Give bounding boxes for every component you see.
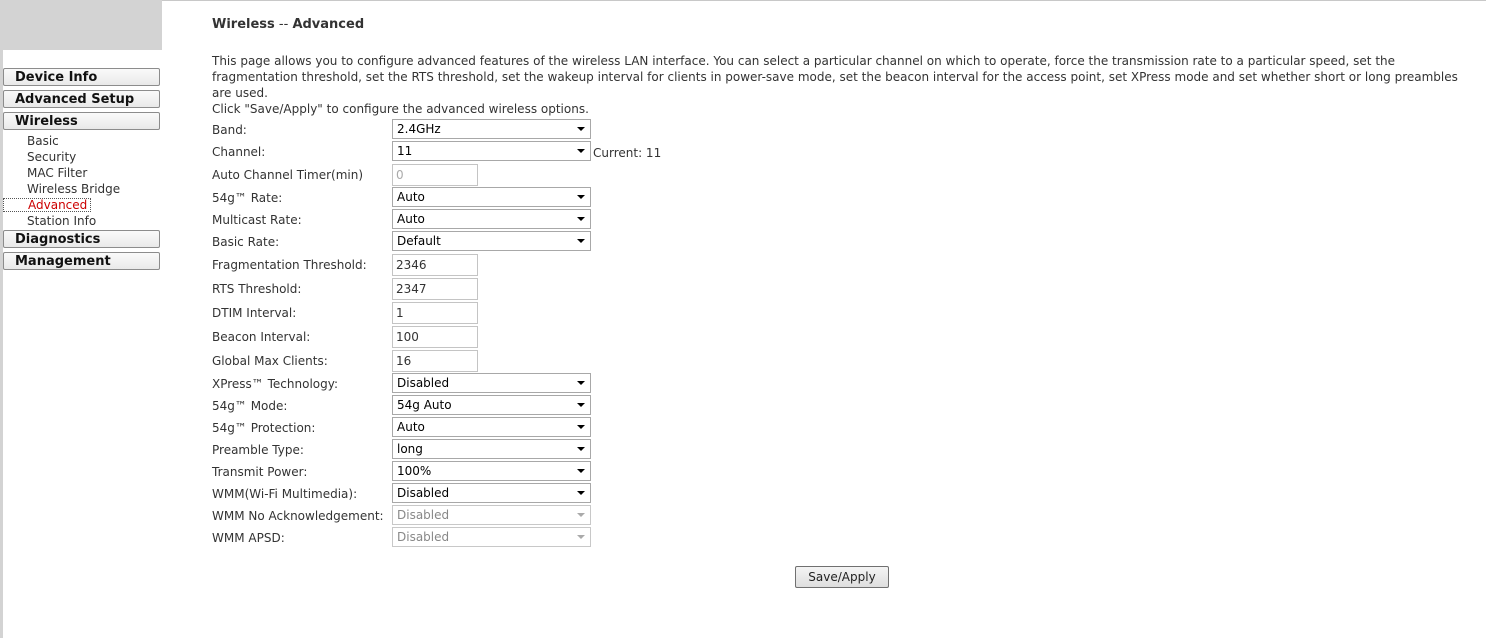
dropdown-arrow-icon — [577, 403, 585, 407]
transmit-power-label: Transmit Power: — [212, 465, 308, 479]
nav-wireless-bridge[interactable]: Wireless Bridge — [27, 182, 121, 196]
global-max-clients-label: Global Max Clients: — [212, 354, 328, 368]
dropdown-arrow-icon — [577, 217, 585, 221]
preamble-select[interactable] — [392, 439, 591, 459]
rts-threshold-input[interactable] — [392, 278, 478, 300]
mode-54g-label: 54g™ Mode: — [212, 399, 288, 413]
channel-current: Current: 11 — [593, 146, 662, 160]
page-title-main: Wireless — [212, 17, 275, 32]
dropdown-arrow-icon — [577, 381, 585, 385]
page-title-separator: -- — [274, 17, 293, 32]
protection-54g-value: Auto — [397, 420, 425, 434]
nav-diagnostics[interactable]: Diagnostics — [3, 230, 160, 248]
basic-rate-value: Default — [397, 234, 441, 248]
save-apply-button[interactable]: Save/Apply — [795, 566, 889, 588]
transmit-power-select[interactable] — [392, 461, 591, 481]
wmm-noack-value: Disabled — [397, 508, 450, 522]
dropdown-arrow-icon — [577, 535, 585, 539]
nav-advanced-setup[interactable]: Advanced Setup — [3, 90, 160, 108]
channel-label: Channel: — [212, 145, 266, 159]
dropdown-arrow-icon — [577, 469, 585, 473]
wmm-apsd-value: Disabled — [397, 530, 450, 544]
page-title — [212, 17, 364, 32]
rate-54g-value: Auto — [397, 190, 425, 204]
protection-54g-select[interactable] — [392, 417, 591, 437]
mode-54g-value: 54g Auto — [397, 398, 452, 412]
wmm-label: WMM(Wi-Fi Multimedia): — [212, 487, 358, 501]
preamble-label: Preamble Type: — [212, 443, 304, 457]
dropdown-arrow-icon — [577, 149, 585, 153]
nav-wireless-security[interactable]: Security — [27, 150, 77, 164]
sidebar-logo-area — [0, 0, 162, 50]
wmm-apsd-select — [392, 527, 591, 547]
transmit-power-value: 100% — [397, 464, 432, 478]
beacon-interval-input[interactable] — [392, 326, 478, 348]
band-value: 2.4GHz — [397, 122, 441, 136]
dropdown-arrow-icon — [577, 447, 585, 451]
dtim-interval-input[interactable] — [392, 302, 478, 324]
nav-wireless-station-info[interactable]: Station Info — [27, 214, 97, 228]
mode-54g-select[interactable] — [392, 395, 591, 415]
page-description — [212, 53, 1462, 117]
rate-54g-select[interactable] — [392, 187, 591, 207]
dropdown-arrow-icon — [577, 195, 585, 199]
description-text: This page allows you to configure advanced features of the wireless LAN interface. You can select a particular channel on which to operate, force the transmission rate to a particular speed, set the fragmentation threshold, set the RTS threshold, set the wakeup interval for clients in power-save mode, set the beacon interval for the access point, set XPress mode and set whether short or long preambles are used. — [212, 54, 1458, 100]
nav-wireless-mac-filter[interactable]: MAC Filter — [27, 166, 88, 180]
wmm-value: Disabled — [397, 486, 450, 500]
multicast-rate-value: Auto — [397, 212, 425, 226]
dropdown-arrow-icon — [577, 513, 585, 517]
xpress-value: Disabled — [397, 376, 450, 390]
rts-threshold-label: RTS Threshold: — [212, 282, 302, 296]
wmm-apsd-label: WMM APSD: — [212, 531, 285, 545]
top-border — [162, 0, 1486, 1]
rate-54g-label: 54g™ Rate: — [212, 191, 283, 205]
auto-channel-timer-label: Auto Channel Timer(min) — [212, 168, 364, 182]
frag-threshold-label: Fragmentation Threshold: — [212, 258, 367, 272]
nav-wireless-advanced[interactable]: Advanced — [3, 198, 91, 212]
channel-value: 11 — [397, 144, 413, 158]
description-instruction: Click "Save/Apply" to configure the advanced wireless options. — [212, 102, 589, 116]
wmm-noack-label: WMM No Acknowledgement: — [212, 509, 384, 523]
protection-54g-label: 54g™ Protection: — [212, 421, 316, 435]
global-max-clients-input[interactable] — [392, 350, 478, 372]
xpress-select[interactable] — [392, 373, 591, 393]
frag-threshold-input[interactable] — [392, 254, 478, 276]
channel-select[interactable] — [392, 141, 591, 161]
dropdown-arrow-icon — [577, 127, 585, 131]
band-select[interactable] — [392, 119, 591, 139]
nav-device-info[interactable]: Device Info — [3, 68, 160, 86]
nav-management[interactable]: Management — [3, 252, 160, 270]
basic-rate-label: Basic Rate: — [212, 235, 280, 249]
wmm-select[interactable] — [392, 483, 591, 503]
nav-wireless-basic[interactable]: Basic — [27, 134, 59, 148]
sidebar-menu-area — [0, 50, 162, 638]
xpress-label: XPress™ Technology: — [212, 377, 339, 391]
preamble-value: long — [397, 442, 423, 456]
dropdown-arrow-icon — [577, 239, 585, 243]
dropdown-arrow-icon — [577, 425, 585, 429]
dropdown-arrow-icon — [577, 491, 585, 495]
nav-wireless[interactable]: Wireless — [3, 112, 160, 130]
band-label: Band: — [212, 123, 247, 137]
multicast-rate-label: Multicast Rate: — [212, 213, 302, 227]
wmm-noack-select — [392, 505, 591, 525]
beacon-interval-label: Beacon Interval: — [212, 330, 311, 344]
page-title-sub: Advanced — [292, 17, 365, 32]
auto-channel-timer-input — [392, 164, 478, 186]
basic-rate-select[interactable] — [392, 231, 591, 251]
multicast-rate-select[interactable] — [392, 209, 591, 229]
dtim-interval-label: DTIM Interval: — [212, 306, 297, 320]
